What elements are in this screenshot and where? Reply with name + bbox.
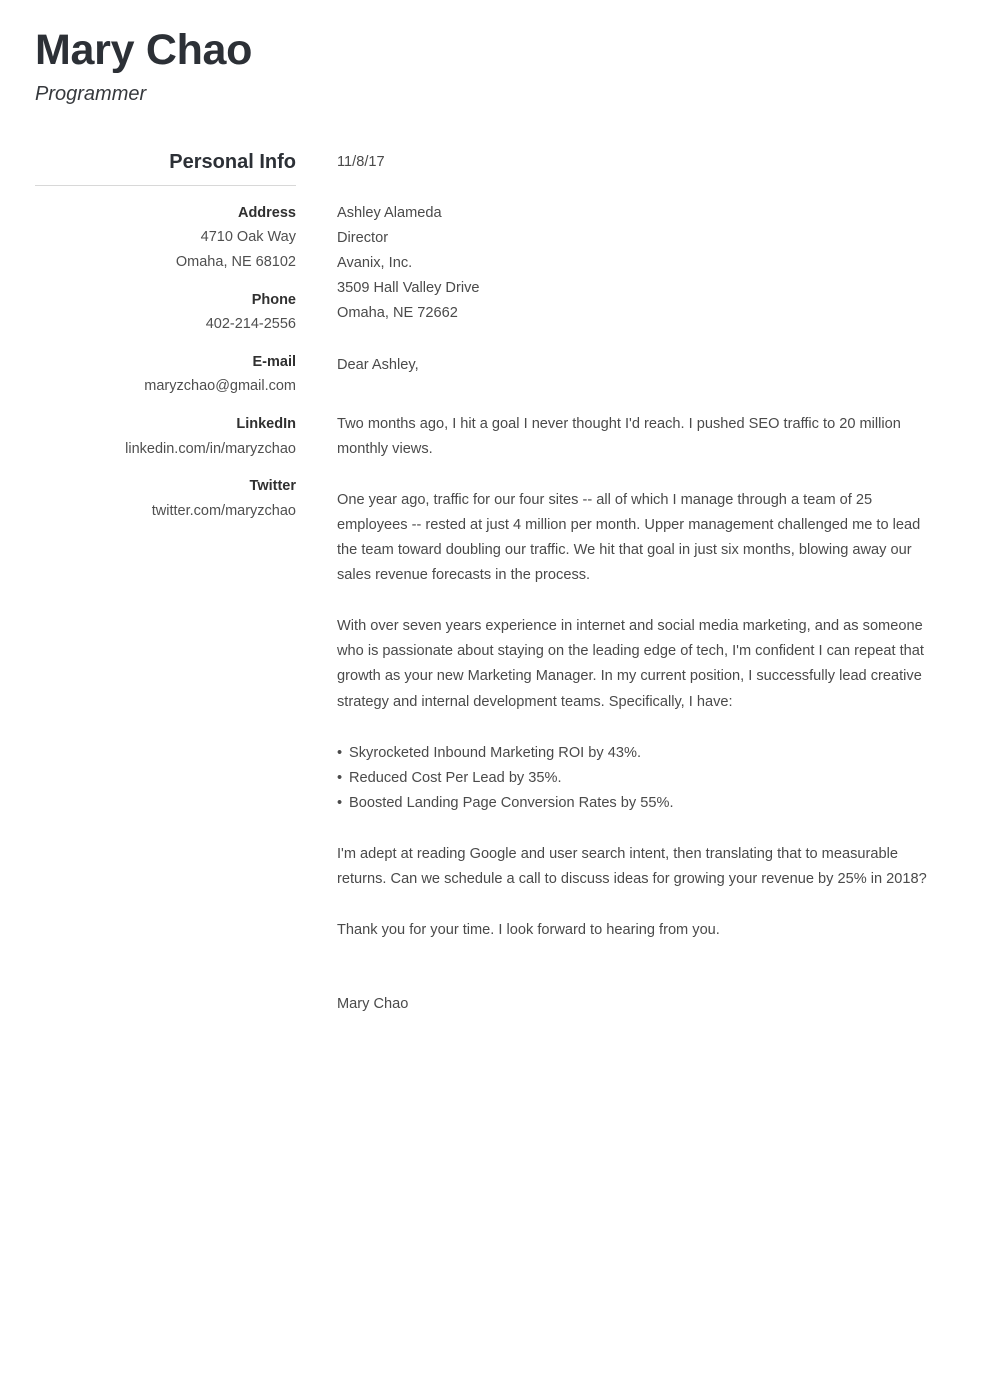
- info-value-address-street: 4710 Oak Way: [200, 229, 296, 246]
- body-paragraph-4: I'm adept at reading Google and user search intent, then translating that to measurable returns. Can we schedule a call to discuss ideas for growing your revenue by 25% in 2018?: [337, 845, 927, 887]
- letter-body: [337, 150, 944, 1017]
- personal-info-heading: Personal Info: [169, 151, 296, 173]
- recipient-city-state-zip: Omaha, NE 72662: [337, 305, 458, 322]
- recipient-name: Ashley Alameda: [337, 205, 442, 222]
- candidate-job-title: Programmer: [35, 83, 147, 106]
- signature-name: Mary Chao: [337, 996, 409, 1013]
- personal-info-sidebar: [35, 150, 296, 538]
- salutation: Dear Ashley,: [337, 356, 419, 373]
- info-group-phone: [35, 289, 296, 337]
- achievements-list: [337, 741, 944, 816]
- body-paragraph-2: One year ago, traffic for our four sites -- all of which I manage through a team of 25 employees -- rested at just 4 million per month. Upper management challenged me to lead the team toward doubling our traffic. We hit that goal in just six months, blowing away our sales revenue forecasts in the process.: [337, 491, 921, 584]
- letter-date: 11/8/17: [337, 154, 385, 170]
- recipient-job-title: Director: [337, 230, 389, 247]
- letter-header: [35, 28, 635, 105]
- body-paragraph-3: With over seven years experience in internet and social media marketing, and as someone who is passionate about staying on the leading edge of tech, I'm confident I can repeat that growth as your new Marketing Manager. In my current position, I successfully lead creative strategy and internal development teams. Specifically, I have:: [337, 618, 924, 710]
- info-label-phone: Phone: [251, 292, 296, 309]
- bullet-dot-icon: •: [337, 744, 343, 761]
- candidate-name: Mary Chao: [35, 26, 253, 74]
- info-value-twitter[interactable]: twitter.com/maryzchao: [151, 502, 296, 519]
- info-value-address-city: Omaha, NE 68102: [175, 254, 296, 271]
- list-item-label: Skyrocketed Inbound Marketing ROI by 43%.: [349, 744, 642, 761]
- list-item: [337, 791, 944, 816]
- info-group-address: [35, 202, 296, 275]
- list-item-label: Reduced Cost Per Lead by 35%.: [349, 769, 562, 786]
- sidebar-divider: [35, 185, 296, 186]
- list-item: [337, 766, 944, 791]
- info-group-twitter: [35, 475, 296, 523]
- info-value-linkedin[interactable]: linkedin.com/in/maryzchao: [125, 440, 296, 457]
- bullet-dot-icon: •: [337, 769, 343, 786]
- info-group-linkedin: [35, 413, 296, 461]
- info-value-phone: 402-214-2556: [205, 316, 296, 333]
- list-item: [337, 741, 944, 766]
- bullet-dot-icon: •: [337, 794, 343, 811]
- list-item-label: Boosted Landing Page Conversion Rates by 55%.: [349, 794, 674, 811]
- info-group-email: [35, 351, 296, 399]
- info-label-email: E-mail: [252, 354, 296, 371]
- info-value-email[interactable]: maryzchao@gmail.com: [144, 378, 296, 395]
- closing-paragraph: Thank you for your time. I look forward to hearing from you.: [337, 922, 720, 939]
- recipient-address-block: [337, 201, 944, 326]
- info-label-address: Address: [237, 205, 296, 221]
- info-label-linkedin: LinkedIn: [236, 416, 296, 433]
- body-paragraph-1: Two months ago, I hit a goal I never thought I'd reach. I pushed SEO traffic to 20 million monthly views.: [337, 415, 901, 457]
- info-label-twitter: Twitter: [249, 478, 296, 495]
- recipient-company: Avanix, Inc.: [337, 255, 413, 272]
- recipient-street: 3509 Hall Valley Drive: [337, 280, 480, 297]
